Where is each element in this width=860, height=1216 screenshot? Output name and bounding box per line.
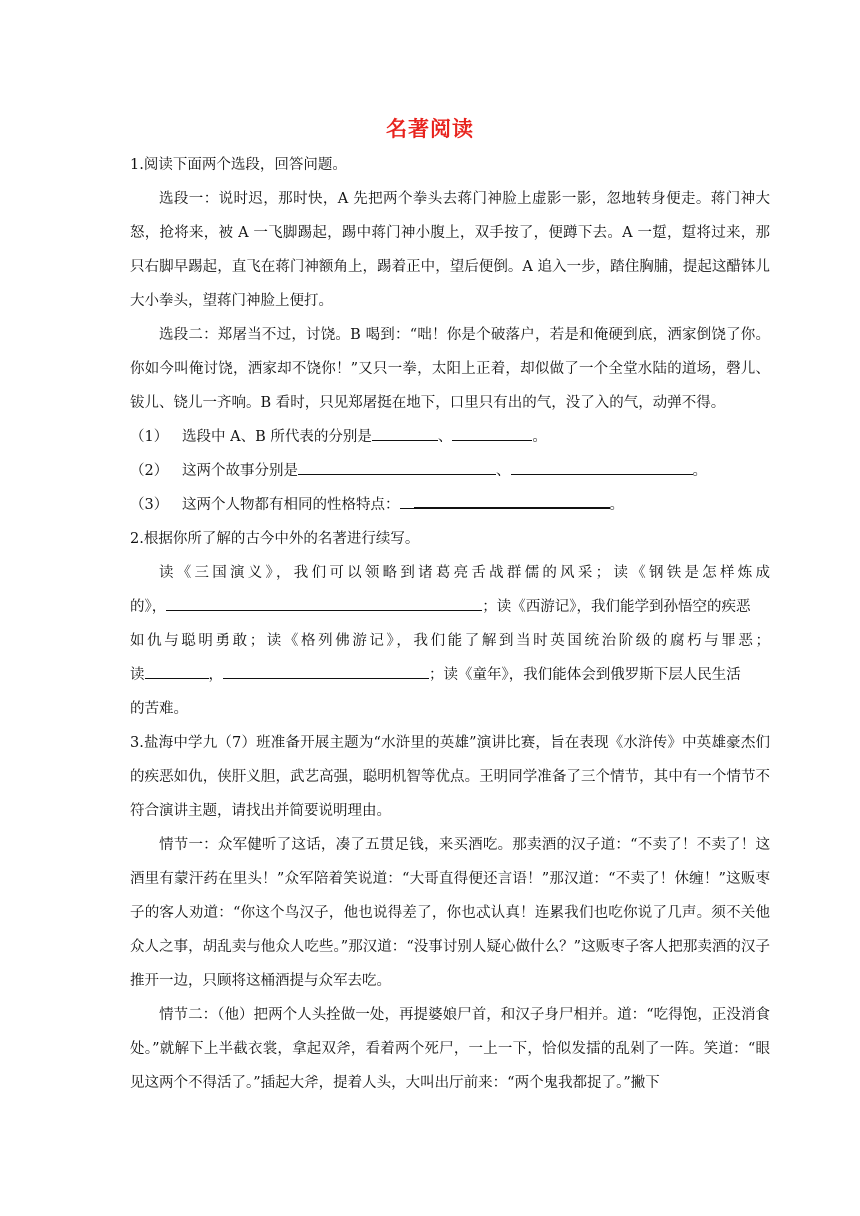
answer-blank[interactable] xyxy=(452,422,532,441)
question-2-line-1: 读《三国演义》，我们可以领略到诸葛亮舌战群儒的风采；读《钢铁是怎样炼成 xyxy=(159,565,770,581)
question-1-sub-1 xyxy=(130,420,770,454)
question-3-plot-2: 情节二：（他）把两个人头拴做一处，再提婆娘尸首，和汉子身尸相并。道：“吃得饱，正没消食处。”就解下上半截衣裳，拿起双斧，看着两个死尸，一上一下，恰似发擂的乱剁了一阵。笑道：“眼见这两个不得活了。”插起大斧，提着人头，大叫出厅前来：“两个鬼我都捉了。”撇下 xyxy=(130,1007,770,1091)
question-1-sub-3 xyxy=(130,488,770,522)
separator: 、 xyxy=(437,429,453,445)
answer-blank[interactable] xyxy=(414,489,610,509)
question-3-plot-1: 情节一：众军健听了这话，凑了五贯足钱，来买酒吃。那卖酒的汉子道：“不卖了！不卖了！这酒里有蒙汗药在里头！”众军陪着笑说道：“大哥直得便还言语！”那汉道：“不卖了！休缠！”这贩枣子的客人劝道：“你这个鸟汉子，他也说得差了，你也忒认真！连累我们也吃你说了几声。须不关他众人之事，胡乱卖与他众人吃些。”那汉道：“没事讨别人疑心做什么？”这贩枣子客人把那卖酒的汉子推开一边，只顾将这桶酒提与众军去吃。 xyxy=(130,837,770,989)
document-body xyxy=(130,148,770,1100)
answer-blank[interactable] xyxy=(223,660,429,679)
answer-blank[interactable] xyxy=(511,456,693,475)
sub-question-text: 选段中 A、B 所代表的分别是 xyxy=(182,429,372,445)
question-1-sub-2 xyxy=(130,454,770,488)
answer-blank-lead xyxy=(400,490,414,509)
question-3-stem: 3.盐海中学九（7）班准备开展主题为“水浒里的英雄”演讲比赛，旨在表现《水浒传》中英雄豪杰们的疾恶如仇，侠肝义胆，武艺高强，聪明机智等优点。王明同学准备了三个情节，其中有一个情节不符合演讲主题，请找出并简要说明理由。 xyxy=(130,735,770,819)
sub-question-number: （2） xyxy=(130,463,169,479)
sub-question-text: 这两个故事分别是 xyxy=(182,463,298,479)
answer-blank[interactable] xyxy=(166,592,482,611)
period: 。 xyxy=(692,463,707,479)
text-fragment: 的》， xyxy=(130,599,167,615)
separator: 、 xyxy=(496,463,511,479)
text-fragment: ；读《童年》，我们能体会到俄罗斯下层人民生活 xyxy=(429,667,741,683)
question-2-line-5: 的苦难。 xyxy=(130,701,188,717)
text-fragment: 读 xyxy=(130,667,145,683)
text-fragment: ， xyxy=(208,667,223,683)
sub-question-text: 这两个人物都有相同的性格特点： xyxy=(182,497,400,513)
sub-question-number: （1） xyxy=(130,429,169,445)
question-2-stem: 2.根据你所了解的古今中外的名著进行续写。 xyxy=(130,531,420,547)
answer-blank[interactable] xyxy=(145,660,209,679)
question-1-passage-2: 选段二：郑屠当不过，讨饶。B 喝到：“咄！你是个破落户，若是和俺硬到底，洒家倒饶了你。你如今叫俺讨饶，洒家却不饶你！”又只一拳，太阳上正着，却似做了一个全堂水陆的道场，磬儿、钹儿、铙儿一齐响。B 看时，只见郑屠挺在地下，口里只有出的气，没了入的气，动弹不得。 xyxy=(130,327,770,411)
question-2-line-3: 如仇与聪明勇敢；读《格列佛游记》，我们能了解到当时英国统治阶级的腐朽与罪恶； xyxy=(130,633,770,649)
page-title: 名著阅读 xyxy=(386,117,474,141)
period: 。 xyxy=(609,497,624,513)
answer-blank[interactable] xyxy=(298,456,496,475)
answer-blank[interactable] xyxy=(372,422,438,441)
sub-question-number: （3） xyxy=(130,497,169,513)
period: 。 xyxy=(532,429,547,445)
question-2-line-2 xyxy=(130,590,770,624)
question-1-stem: 1.阅读下面两个选段，回答问题。 xyxy=(130,157,347,173)
text-fragment: ；读《西游记》，我们能学到孙悟空的疾恶 xyxy=(482,599,751,615)
question-1-passage-1: 选段一：说时迟，那时快，A 先把两个拳头去蒋门神脸上虚影一影，忽地转身便走。蒋门神大怒，抢将来，被 A 一飞脚踢起，踢中蒋门神小腹上，双手按了，便蹲下去。A 一踅，踅将过来，那只右脚早踢起，直飞在蒋门神额角上，踢着正中，望后便倒。A 追入一步，踏住胸脯，提起这醋钵儿大小拳头，望蒋门神脸上便打。 xyxy=(130,191,770,309)
question-2-line-4 xyxy=(130,658,770,692)
